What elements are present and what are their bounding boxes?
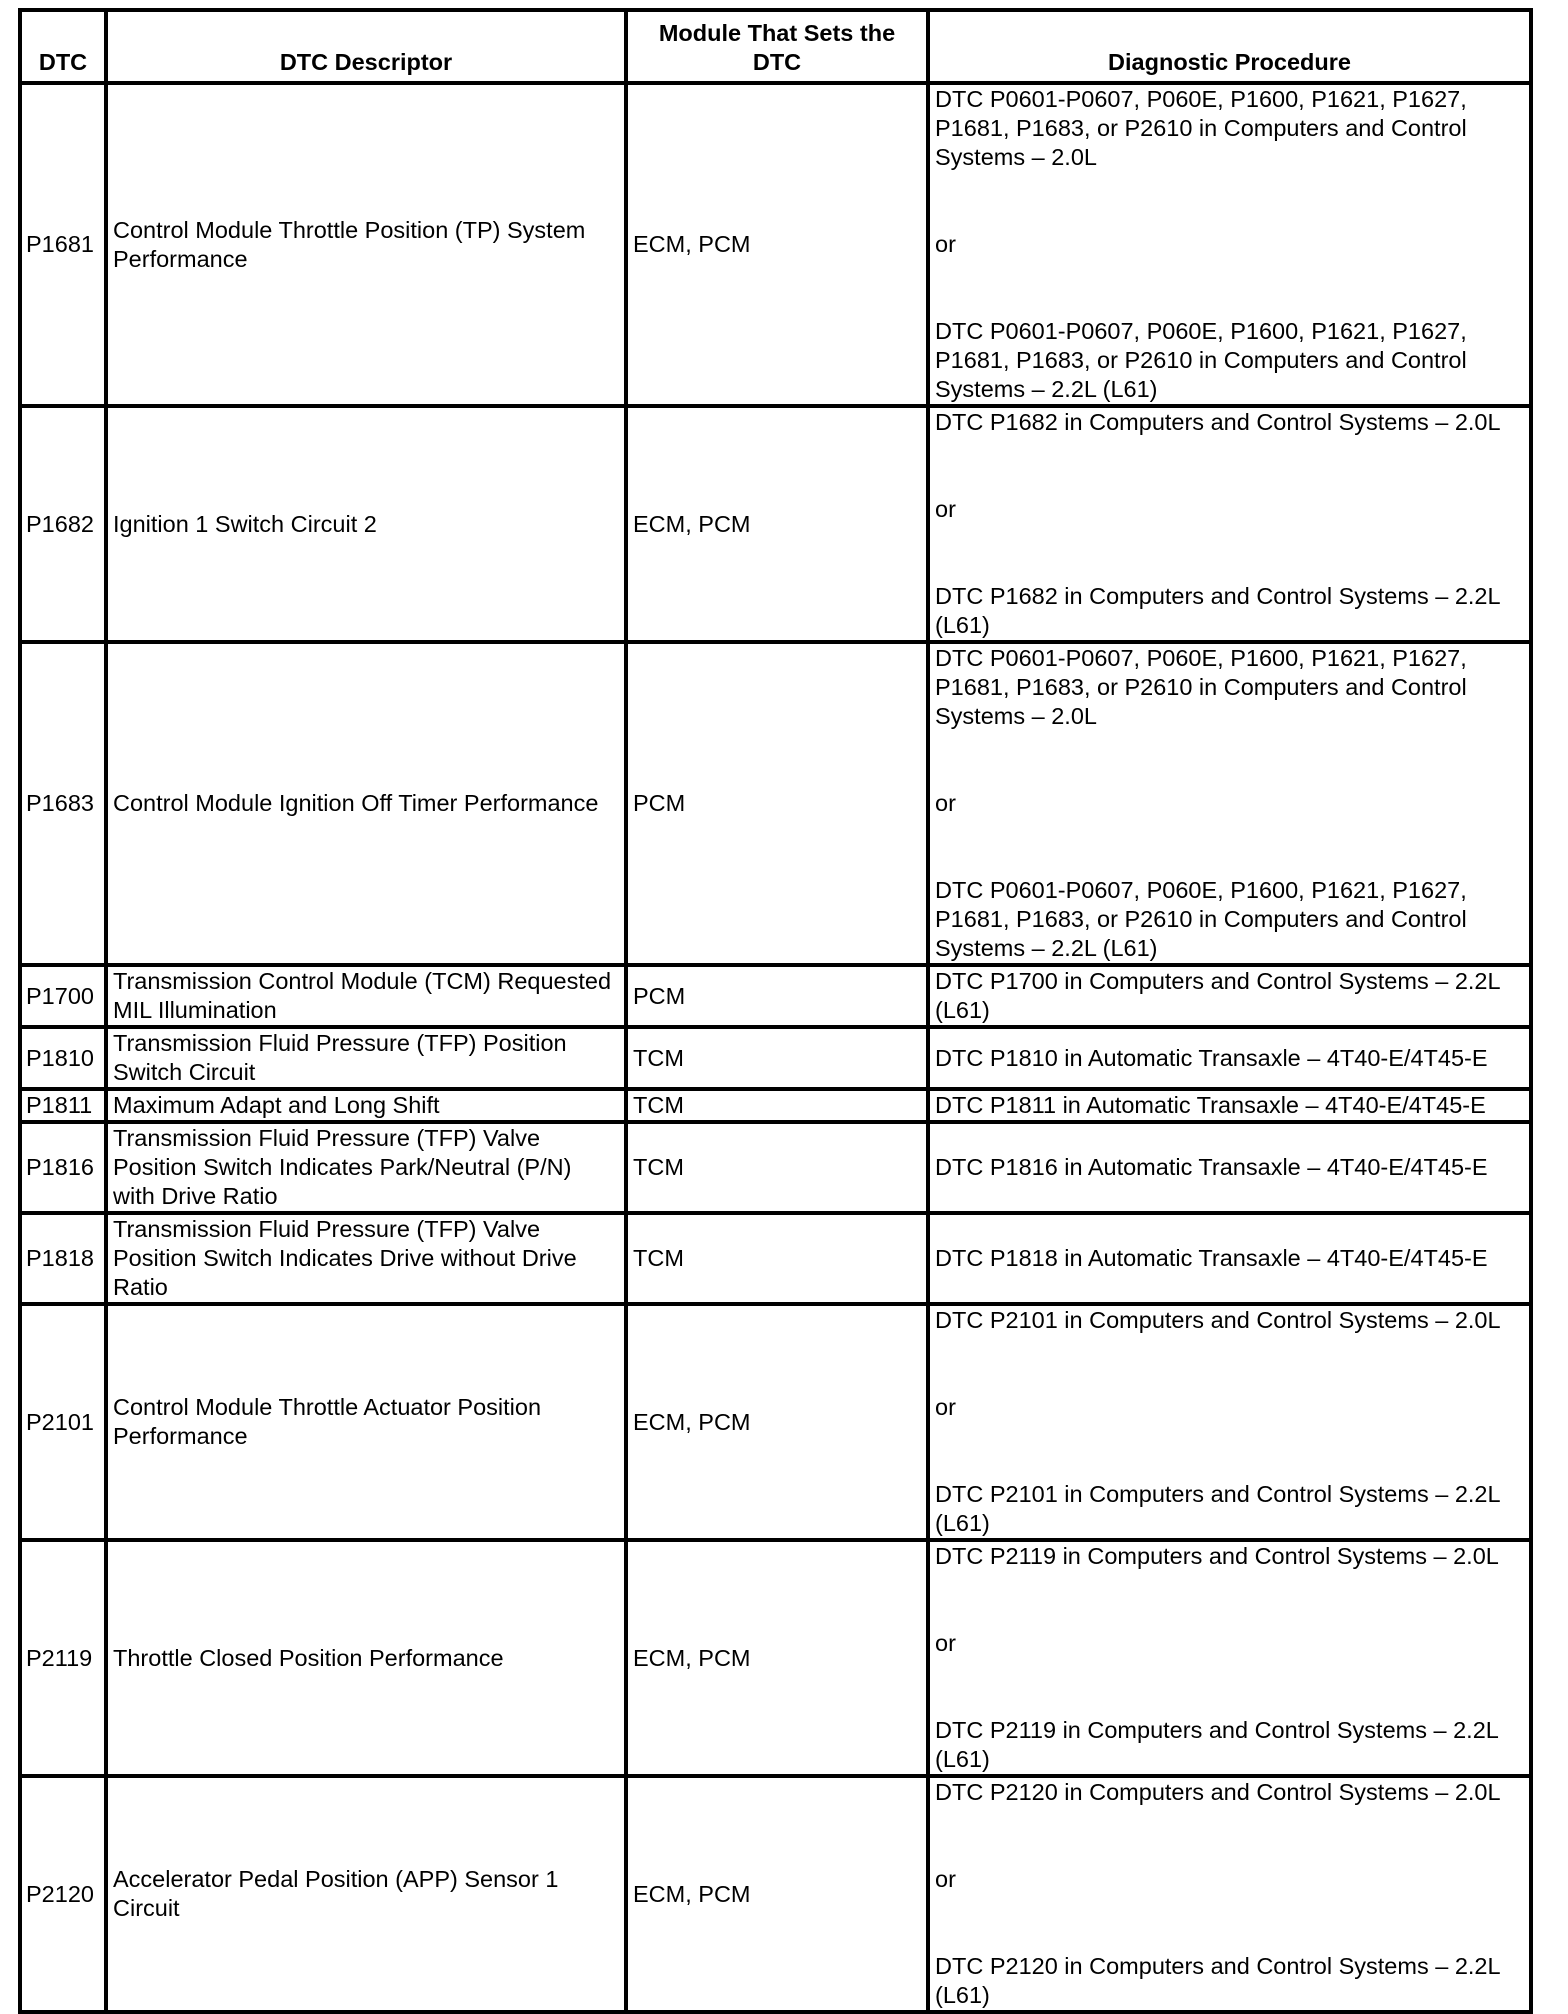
table-row xyxy=(20,83,1531,406)
procedure-line: DTC P2101 in Computers and Control Systems – 2.0L xyxy=(935,1307,1501,1333)
diagnostic-procedure-cell xyxy=(928,642,1531,965)
header-procedure: Diagnostic Procedure xyxy=(928,10,1531,83)
procedure-line: DTC P1810 in Automatic Transaxle – 4T40-E/4T45-E xyxy=(935,1044,1488,1071)
procedure-line: DTC P2119 in Computers and Control Systems – 2.0L xyxy=(935,1543,1499,1569)
procedure-line: DTC P1682 in Computers and Control Systems – 2.0L xyxy=(935,409,1501,435)
module-cell: ECM, PCM xyxy=(626,1540,928,1776)
diagnostic-procedure-cell xyxy=(928,1304,1531,1540)
table-row xyxy=(20,1027,1531,1089)
procedure-line: DTC P0601-P0607, P060E, P1600, P1621, P1627, P1681, P1683, or P2610 in Computers and Control Systems – 2.2L (L61) xyxy=(935,877,1467,961)
procedure-line: DTC P2101 in Computers and Control Systems – 2.2L (L61) xyxy=(935,1481,1500,1536)
dtc-code-cell: P1818 xyxy=(20,1213,106,1304)
dtc-descriptor-cell: Ignition 1 Switch Circuit 2 xyxy=(106,406,626,642)
procedure-line: or xyxy=(935,496,956,522)
module-cell: TCM xyxy=(626,1089,928,1122)
dtc-code-cell: P2120 xyxy=(20,1776,106,2012)
procedure-line: DTC P1811 in Automatic Transaxle – 4T40-E/4T45-E xyxy=(935,1092,1486,1118)
table-row xyxy=(20,1776,1531,2012)
module-cell: TCM xyxy=(626,1027,928,1089)
diagnostic-procedure-cell xyxy=(928,965,1531,1027)
dtc-code-cell: P2101 xyxy=(20,1304,106,1540)
diagnostic-procedure-cell xyxy=(928,1776,1531,2012)
diagnostic-procedure-cell xyxy=(928,406,1531,642)
procedure-line: DTC P2119 in Computers and Control Systems – 2.2L (L61) xyxy=(935,1717,1498,1772)
table-body xyxy=(20,83,1531,2012)
diagnostic-procedure-cell xyxy=(928,1540,1531,1776)
dtc-descriptor-cell: Maximum Adapt and Long Shift xyxy=(106,1089,626,1122)
module-cell: PCM xyxy=(626,642,928,965)
dtc-code-cell: P1683 xyxy=(20,642,106,965)
table-row xyxy=(20,642,1531,965)
dtc-descriptor-cell: Control Module Throttle Position (TP) System Performance xyxy=(106,83,626,406)
dtc-descriptor-cell: Throttle Closed Position Performance xyxy=(106,1540,626,1776)
procedure-line: DTC P1816 in Automatic Transaxle – 4T40-E/4T45-E xyxy=(935,1154,1488,1180)
module-cell: ECM, PCM xyxy=(626,1776,928,2012)
dtc-code-cell: P1810 xyxy=(20,1027,106,1089)
procedure-line: or xyxy=(935,1866,956,1892)
table-header-row xyxy=(20,10,1531,83)
diagnostic-procedure-cell xyxy=(928,1122,1531,1213)
procedure-line: or xyxy=(935,231,956,257)
procedure-line: or xyxy=(935,790,956,816)
procedure-line: DTC P1818 in Automatic Transaxle – 4T40-E/4T45-E xyxy=(935,1245,1488,1271)
header-module: Module That Sets the DTC xyxy=(626,10,928,83)
diagnostic-procedure-cell xyxy=(928,1027,1531,1089)
dtc-code-cell: P1681 xyxy=(20,83,106,406)
procedure-line: DTC P0601-P0607, P060E, P1600, P1621, P1627, P1681, P1683, or P2610 in Computers and Control Systems – 2.0L xyxy=(935,86,1467,170)
procedure-line: DTC P2120 in Computers and Control Systems – 2.2L (L61) xyxy=(935,1953,1500,2008)
dtc-code-cell: P2119 xyxy=(20,1540,106,1776)
dtc-code-cell: P1700 xyxy=(20,965,106,1027)
module-cell: ECM, PCM xyxy=(626,1304,928,1540)
procedure-line: DTC P2120 in Computers and Control Systems – 2.0L xyxy=(935,1779,1501,1805)
procedure-line: DTC P0601-P0607, P060E, P1600, P1621, P1627, P1681, P1683, or P2610 in Computers and Control Systems – 2.0L xyxy=(935,645,1467,729)
procedure-line: or xyxy=(935,1394,956,1420)
dtc-descriptor-cell: Control Module Throttle Actuator Position Performance xyxy=(106,1304,626,1540)
dtc-descriptor-cell: Control Module Ignition Off Timer Performance xyxy=(106,642,626,965)
dtc-descriptor-cell: Transmission Fluid Pressure (TFP) Position Switch Circuit xyxy=(106,1027,626,1089)
diagnostic-procedure-cell xyxy=(928,83,1531,406)
table-row xyxy=(20,1304,1531,1540)
table-row xyxy=(20,1089,1531,1122)
diagnostic-procedure-cell xyxy=(928,1089,1531,1122)
table-row xyxy=(20,406,1531,642)
table-row xyxy=(20,1540,1531,1776)
module-cell: PCM xyxy=(626,965,928,1027)
procedure-line: or xyxy=(935,1630,956,1656)
dtc-descriptor-cell: Transmission Fluid Pressure (TFP) Valve Position Switch Indicates Drive without Drive Ratio xyxy=(106,1213,626,1304)
procedure-line: DTC P1682 in Computers and Control Systems – 2.2L (L61) xyxy=(935,583,1500,638)
module-cell: ECM, PCM xyxy=(626,406,928,642)
module-cell: TCM xyxy=(626,1122,928,1213)
procedure-line: DTC P1700 in Computers and Control Systems – 2.2L (L61) xyxy=(935,968,1500,1023)
dtc-code-cell: P1811 xyxy=(20,1089,106,1122)
dtc-table xyxy=(18,8,1533,2014)
table-row xyxy=(20,1213,1531,1304)
diagnostic-procedure-cell xyxy=(928,1213,1531,1304)
dtc-code-cell: P1816 xyxy=(20,1122,106,1213)
table-row xyxy=(20,965,1531,1027)
dtc-descriptor-cell: Transmission Fluid Pressure (TFP) Valve Position Switch Indicates Park/Neutral (P/N) with Drive Ratio xyxy=(106,1122,626,1213)
module-cell: TCM xyxy=(626,1213,928,1304)
table-row xyxy=(20,1122,1531,1213)
dtc-code-cell: P1682 xyxy=(20,406,106,642)
module-cell: ECM, PCM xyxy=(626,83,928,406)
header-descriptor: DTC Descriptor xyxy=(106,10,626,83)
procedure-line: DTC P0601-P0607, P060E, P1600, P1621, P1627, P1681, P1683, or P2610 in Computers and Control Systems – 2.2L (L61) xyxy=(935,318,1467,402)
dtc-descriptor-cell: Transmission Control Module (TCM) Requested MIL Illumination xyxy=(106,965,626,1027)
header-dtc: DTC xyxy=(20,10,106,83)
dtc-descriptor-cell: Accelerator Pedal Position (APP) Sensor 1 Circuit xyxy=(106,1776,626,2012)
